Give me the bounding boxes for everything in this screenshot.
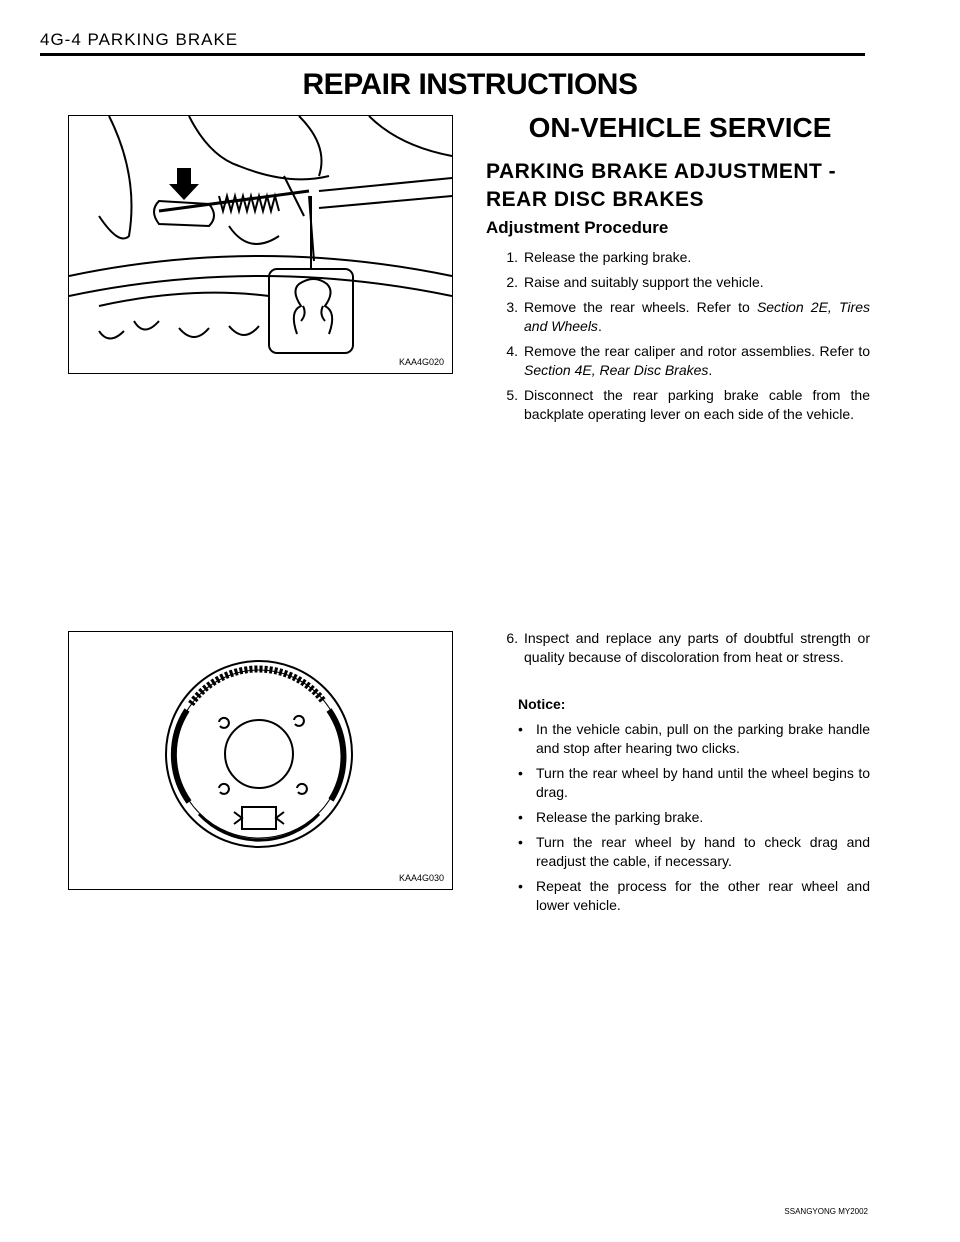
step-text-part: Remove the rear wheels. Refer to	[524, 299, 757, 315]
notice-block	[518, 696, 870, 921]
figure-label: KAA4G030	[398, 873, 444, 883]
procedure-title: Adjustment Procedure	[486, 218, 669, 237]
page-title: REPAIR INSTRUCTIONS	[302, 68, 638, 101]
notice-bullet	[518, 833, 870, 871]
bullet-icon: •	[518, 878, 523, 894]
subsection-line-2: REAR DISC BRAKES	[486, 188, 705, 211]
step-item	[486, 273, 870, 292]
parking-brake-cable-illustration	[69, 116, 452, 373]
step-text: Inspect and replace any parts of doubtful strength or quality because of discoloration from heat or stress.	[524, 630, 870, 665]
header-rule	[40, 53, 865, 56]
step-item	[486, 342, 870, 380]
page-footer: SSANGYONG MY2002	[784, 1207, 868, 1216]
step-text-end: .	[708, 362, 713, 378]
step-text: Raise and suitably support the vehicle.	[524, 274, 764, 290]
notice-title: Notice:	[518, 696, 566, 712]
step-number: 5.	[506, 387, 518, 403]
brake-shoe-illustration	[69, 632, 452, 889]
step-number: 6.	[506, 630, 518, 646]
section-reference: Section 2E, Tires and Wheels	[524, 299, 870, 334]
step-list-continued	[486, 629, 870, 673]
bullet-text: Release the parking brake.	[536, 809, 704, 825]
bullet-icon: •	[518, 809, 523, 825]
step-number: 2.	[506, 274, 518, 290]
bullet-text: Turn the rear wheel by hand to check drag and readjust the cable, if necessary.	[536, 834, 870, 869]
step-item	[486, 386, 870, 424]
bullet-icon: •	[518, 765, 523, 781]
step-number: 1.	[506, 249, 518, 265]
section-title: ON-VEHICLE SERVICE	[528, 112, 832, 143]
figure-parking-brake-cable	[68, 115, 453, 374]
step-text: Release the parking brake.	[524, 249, 692, 265]
step-item	[486, 629, 870, 667]
step-text	[524, 298, 870, 336]
arrow-icon	[169, 168, 199, 200]
step-item	[486, 248, 870, 267]
step-number: 3.	[506, 299, 518, 315]
notice-bullet	[518, 720, 870, 758]
step-text: Disconnect the rear parking brake cable from the backplate operating lever on each side of the vehicle.	[524, 387, 870, 422]
notice-bullet	[518, 808, 870, 827]
section-reference: Section 4E, Rear Disc Brakes	[524, 362, 709, 378]
step-list	[486, 248, 870, 430]
step-item	[486, 298, 870, 336]
figure-label: KAA4G020	[398, 357, 444, 367]
bullet-icon: •	[518, 834, 523, 850]
figure-brake-shoe-assembly	[68, 631, 453, 890]
bullet-icon: •	[518, 721, 523, 737]
notice-bullet	[518, 764, 870, 802]
bullet-text: In the vehicle cabin, pull on the parking brake handle and stop after hearing two clicks.	[536, 721, 870, 756]
subsection-line-1: PARKING BRAKE ADJUSTMENT -	[486, 160, 837, 183]
step-text-part: Remove the rear caliper and rotor assemblies. Refer to	[524, 343, 870, 359]
subsection-title	[486, 158, 876, 214]
step-text	[524, 342, 870, 380]
bullet-text: Turn the rear wheel by hand until the wheel begins to drag.	[536, 765, 870, 800]
bullet-text: Repeat the process for the other rear wheel and lower vehicle.	[536, 878, 870, 913]
step-text-end: .	[597, 318, 602, 334]
notice-bullet	[518, 877, 870, 915]
step-number: 4.	[506, 343, 518, 359]
page-header: 4G-4 PARKING BRAKE	[40, 30, 239, 49]
